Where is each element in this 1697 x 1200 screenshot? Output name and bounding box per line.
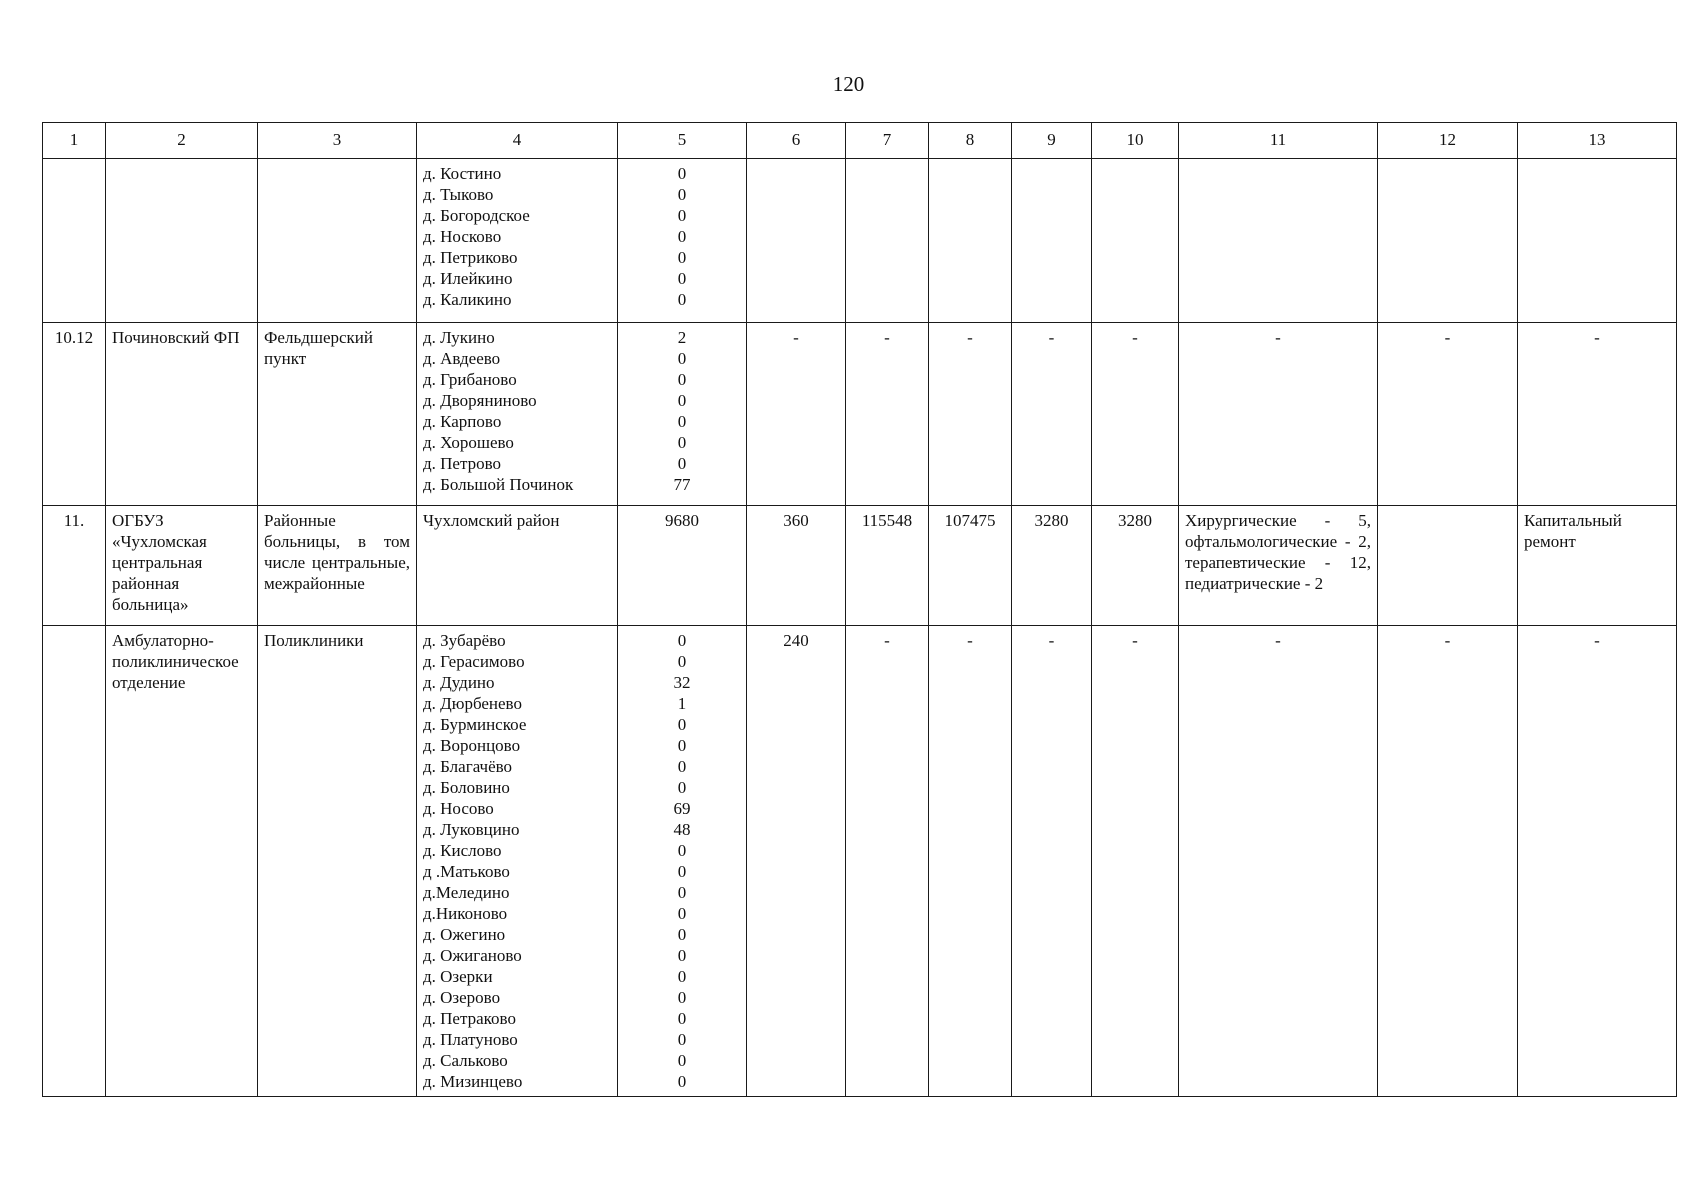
facility-type-cell: Районные больницы, в том числе центральные, межрайонные (258, 506, 417, 626)
column-header-1: 1 (43, 123, 106, 159)
locality-item: д. Дворяниново (423, 391, 537, 410)
locality-item: д. Боловино (423, 778, 510, 797)
population-value: 0 (677, 841, 687, 860)
population-cell (618, 626, 747, 1097)
col12-cell: - (1378, 323, 1518, 506)
col6-cell (747, 159, 846, 323)
planned-works-cell: - (1518, 323, 1677, 506)
population-value: 0 (677, 778, 687, 797)
locality-item: д. Бурминское (423, 715, 527, 734)
population-value: 77 (673, 475, 691, 494)
locality-item: д. Зубарёво (423, 631, 506, 650)
col8-cell (929, 159, 1012, 323)
table-row (43, 506, 1677, 626)
locality-item: д. Кислово (423, 841, 502, 860)
locality-item: д. Костино (423, 164, 502, 183)
locality-item: д. Платуново (423, 1030, 518, 1049)
locality-item: д. Каликино (423, 290, 512, 309)
facility-name-cell (106, 159, 258, 323)
locality-item: д. Лукино (423, 328, 495, 347)
beds-profile-cell: - (1179, 323, 1378, 506)
population-cell (618, 506, 747, 626)
facility-name-cell: ОГБУЗ «Чухломская центральная районная больница» (106, 506, 258, 626)
row-number-cell: 11. (43, 506, 106, 626)
col7-cell: - (846, 323, 929, 506)
locality-item: д. Герасимово (423, 652, 525, 671)
row-number-cell (43, 626, 106, 1097)
column-header-5: 5 (618, 123, 747, 159)
localities-cell (417, 323, 618, 506)
col12-cell (1378, 159, 1518, 323)
col10-cell: - (1092, 323, 1179, 506)
population-value: 32 (673, 673, 691, 692)
col9-cell: 3280 (1012, 506, 1092, 626)
population-value: 0 (677, 248, 687, 267)
col9-cell (1012, 159, 1092, 323)
population-value: 0 (677, 883, 687, 902)
column-header-8: 8 (929, 123, 1012, 159)
planned-works-cell: - (1518, 626, 1677, 1097)
population-value: 0 (677, 349, 687, 368)
population-value: 0 (677, 1030, 687, 1049)
locality-item: д. Ожегино (423, 925, 506, 944)
facility-name-cell: Амбулаторно-поликлиническое отделение (106, 626, 258, 1097)
facility-type-cell: Фельдшерский пункт (258, 323, 417, 506)
col6-cell: - (747, 323, 846, 506)
col6-cell: 240 (747, 626, 846, 1097)
localities-cell (417, 159, 618, 323)
locality-item: д. Дюрбенево (423, 694, 522, 713)
col8-cell: 107475 (929, 506, 1012, 626)
locality-item: Чухломский район (423, 511, 560, 530)
locality-item: д .Матьково (423, 862, 510, 881)
locality-item: д. Озерово (423, 988, 501, 1007)
population-value: 48 (673, 820, 691, 839)
planned-works-cell: Капитальный ремонт (1518, 506, 1677, 626)
population-value: 0 (677, 904, 687, 923)
locality-item: д.Меледино (423, 883, 510, 902)
facility-type-cell (258, 159, 417, 323)
locality-item: д. Петраково (423, 1009, 516, 1028)
col10-cell: - (1092, 626, 1179, 1097)
locality-item: д. Грибаново (423, 370, 517, 389)
locality-item: д. Карпово (423, 412, 502, 431)
locality-item: д. Тыково (423, 185, 494, 204)
population-value: 0 (677, 1051, 687, 1070)
population-value: 0 (677, 946, 687, 965)
col7-cell: - (846, 626, 929, 1097)
population-value: 0 (677, 391, 687, 410)
column-header-2: 2 (106, 123, 258, 159)
column-header-12: 12 (1378, 123, 1518, 159)
table-row (43, 159, 1677, 323)
localities-cell (417, 626, 618, 1097)
locality-item: д. Носково (423, 227, 502, 246)
locality-item: д. Богородское (423, 206, 530, 225)
table-row (43, 323, 1677, 506)
locality-item: д. Хорошево (423, 433, 514, 452)
locality-item: д. Большой Починок (423, 475, 574, 494)
col10-cell: 3280 (1092, 506, 1179, 626)
locality-item: д. Благачёво (423, 757, 513, 776)
col8-cell: - (929, 323, 1012, 506)
population-value: 0 (677, 988, 687, 1007)
col9-cell: - (1012, 323, 1092, 506)
population-value: 0 (677, 967, 687, 986)
population-value: 1 (677, 694, 687, 713)
col12-cell (1378, 506, 1518, 626)
population-cell (618, 159, 747, 323)
locality-item: д. Ожиганово (423, 946, 522, 965)
col6-cell: 360 (747, 506, 846, 626)
locality-item: д. Луковцино (423, 820, 520, 839)
data-table (42, 122, 1677, 1097)
population-value: 0 (677, 757, 687, 776)
col10-cell (1092, 159, 1179, 323)
locality-item: д. Воронцово (423, 736, 521, 755)
planned-works-cell (1518, 159, 1677, 323)
locality-item: д. Илейкино (423, 269, 513, 288)
population-value: 0 (677, 1072, 687, 1091)
facility-type-cell: Поликлиники (258, 626, 417, 1097)
population-value: 0 (677, 1009, 687, 1028)
population-value: 9680 (665, 511, 699, 530)
facility-name-cell: Починовский ФП (106, 323, 258, 506)
column-header-9: 9 (1012, 123, 1092, 159)
locality-item: д. Дудино (423, 673, 495, 692)
page-number: 120 (832, 72, 865, 96)
localities-cell (417, 506, 618, 626)
column-header-6: 6 (747, 123, 846, 159)
population-value: 0 (677, 185, 687, 204)
population-value: 0 (677, 631, 687, 650)
col7-cell (846, 159, 929, 323)
col8-cell: - (929, 626, 1012, 1097)
locality-item: д. Петриково (423, 248, 518, 267)
row-number-cell: 10.12 (43, 323, 106, 506)
population-value: 0 (677, 454, 687, 473)
locality-item: д.Никоново (423, 904, 508, 923)
column-header-10: 10 (1092, 123, 1179, 159)
col12-cell: - (1378, 626, 1518, 1097)
population-value: 0 (677, 227, 687, 246)
locality-item: д. Мизинцево (423, 1072, 523, 1091)
header-row (43, 123, 1677, 159)
population-value: 0 (677, 433, 687, 452)
beds-profile-cell: Хирургические - 5, офтальмологические - 2, терапевтические - 12, педиатрические - 2 (1179, 506, 1378, 626)
beds-profile-cell (1179, 159, 1378, 323)
population-value: 69 (673, 799, 691, 818)
population-cell (618, 323, 747, 506)
locality-item: д. Авдеево (423, 349, 501, 368)
locality-item: д. Сальково (423, 1051, 508, 1070)
locality-item: д. Озерки (423, 967, 493, 986)
population-value: 0 (677, 925, 687, 944)
locality-item: д. Петрово (423, 454, 502, 473)
population-value: 2 (677, 328, 687, 347)
population-value: 0 (677, 715, 687, 734)
population-value: 0 (677, 164, 687, 183)
row-number-cell (43, 159, 106, 323)
column-header-11: 11 (1179, 123, 1378, 159)
population-value: 0 (677, 269, 687, 288)
column-header-13: 13 (1518, 123, 1677, 159)
population-value: 0 (677, 290, 687, 309)
beds-profile-cell: - (1179, 626, 1378, 1097)
population-value: 0 (677, 652, 687, 671)
col9-cell: - (1012, 626, 1092, 1097)
column-header-4: 4 (417, 123, 618, 159)
population-value: 0 (677, 206, 687, 225)
population-value: 0 (677, 412, 687, 431)
table-row (43, 626, 1677, 1097)
population-value: 0 (677, 862, 687, 881)
column-header-3: 3 (258, 123, 417, 159)
population-value: 0 (677, 736, 687, 755)
population-value: 0 (677, 370, 687, 389)
col7-cell: 115548 (846, 506, 929, 626)
column-header-7: 7 (846, 123, 929, 159)
locality-item: д. Носово (423, 799, 494, 818)
